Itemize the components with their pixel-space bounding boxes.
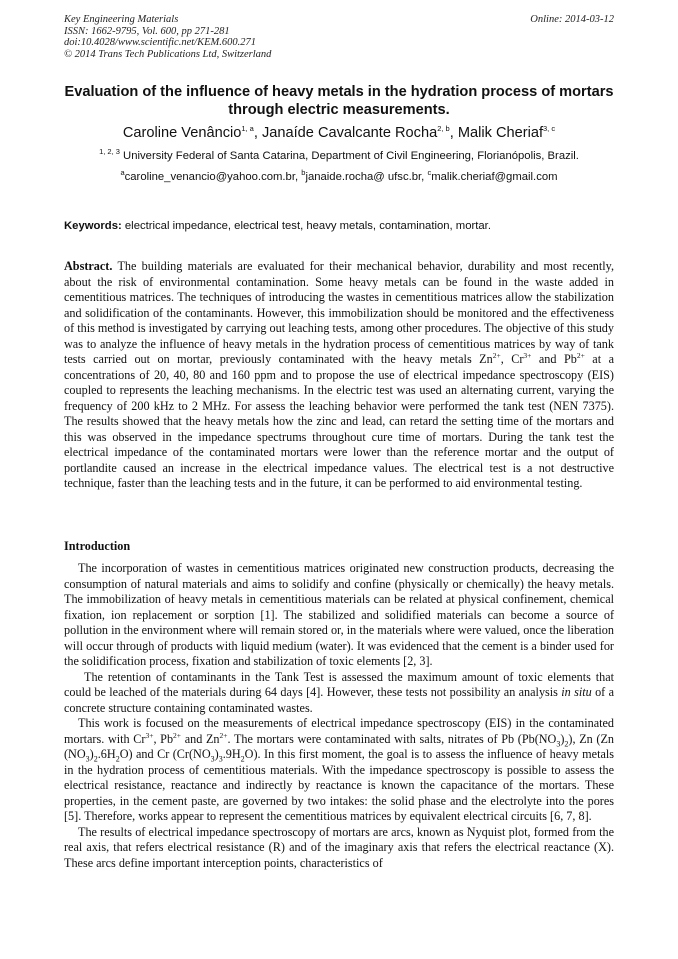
ion-charge: 2+ [576,350,585,360]
paper-title: Evaluation of the influence of heavy metals in the hydration process of mortars through electric measurements. [64,84,614,118]
email-sup: b [301,168,306,178]
paragraph: The incorporation of wastes in cementitious matrices originated new construction products, decreasing the consumption of natural materials and aims to solidify and confine (physically or chemically) the heavy metals. The immobilization of heavy metals in cementitious materials can be related at physical confinement, chemical fixation, ion replacement or sorption [1]. The stabilized and solidified materials can become a source of pollution in the environment where will remain stored or, in the materials where were valued, once the liberation will occur through of products with liquid medium (water). It was evidenced that the cement is a binder used for the solidification process, fixation and stabilization of toxic elements [2, 3]. [64,561,614,668]
paragraph-text: of a concrete structure containing contaminated wastes. [64,685,615,715]
paragraph-text: This work is focused on the measurements of electrical impedance spectroscopy (EIS) in the contaminated mortars. with Cr [64,716,614,746]
affiliation [0,149,678,163]
author-separator: , [253,125,262,141]
keywords-text: electrical impedance, electrical test, heavy metals, contamination, mortar. [121,220,491,232]
paragraph-text: , Pb [153,731,174,746]
paragraph-text: ) [89,747,94,761]
formula-subscript: 3 [218,754,223,764]
abstract-text: at a concentrations of 20, 40, 80 and 160 ppm and to propose the use of electrical impedance spectroscopy (EIS) coupled to represents the leaching mechanisms. In the electric test was used an alternating current, varying the frequency of 200 kHz to 2 MHz. For assess the leaching behavior were performed the tank test (NEN 7375). The results showed that the heavy metals how the zinc and lead, can retard the setting time of the mortars and this was observed in the impedance spectrums throughout cure time of mortars. During the tank test the electrical impedance of the contaminated mortars were lower than the reference mortar and the output of portlandite caused an increase in the electrical impedance values. The electrical test is a not destructive technique, faster than the leaching tests and in the future, it can be performed to aid environmental testing. [64,352,614,490]
ion-charge: 3+ [145,730,154,740]
abstract-text: , Cr [500,352,524,366]
formula-subscript: 3 [85,754,90,764]
affiliation-text: University Federal of Santa Catarina, Department of Civil Engineering, Florianópolis, Brazil. [119,150,579,162]
paragraph-text: ) [560,731,565,746]
paragraph [64,670,614,717]
keywords [64,219,616,233]
paragraph: The results of electrical impedance spectroscopy of mortars are arcs, known as Nyquist plot, formed from the real axis, that refers electrical resistance (R) and of the imaginary axis that refers the electrical reactance (X). These arcs define important interception points, characteristics of [64,824,614,870]
author-name: Malik Cheriaf [457,125,543,141]
italic-term: in situ [561,685,592,699]
formula-subscript: 2 [564,738,569,748]
journal-name: Key Engineering Materials [64,14,179,25]
paragraph-text: .9H [222,747,241,761]
formula-subscript: 2 [115,754,120,764]
author-line [0,124,678,142]
ion-charge: 3+ [523,350,532,360]
paragraph [64,716,614,825]
author-affil-sup: 1, a [241,124,254,134]
email-sup: c [427,168,432,178]
author-affil-sup: 2, b [437,124,450,134]
email-address: malik.cheriaf@gmail.com [431,171,558,183]
formula-subscript: 3 [556,738,561,748]
email-address: caroline_venancio@yahoo.com.br, [124,171,302,183]
paragraph-text: .6H [97,747,116,761]
email-line [0,170,678,184]
section-heading-introduction: Introduction [64,539,131,553]
abstract-text: The building materials are evaluated for their mechanical behavior, durability and most recently, about the risk of environmental contamination. Some heavy metals can be found in the waste added in cementitious matrices. The techniques of introducing the wastes in cementitious matrices allow the stabilization and solidification of the contaminants. However, this immobilization should be monitored and the effectiveness of this method is investigated by carrying out leaching tests, among other procedures. The objective of this study was to analyze the influence of heavy metals in the hydration process of cementitious matrices by way of tank tests carried out on mortar, previously contaminated with the heavy metals Zn [64,259,614,366]
keywords-label: Keywords: [64,220,122,232]
paragraph-text: O) and Cr (Cr(NO [119,747,211,761]
paragraph-text: ) [214,747,219,761]
ion-charge: 2+ [492,350,501,360]
issn-line: ISSN: 1662-9795, Vol. 600, pp 271-281 [64,25,230,37]
abstract-label: Abstract. [64,259,113,273]
ion-charge: 2+ [173,730,182,740]
author-name: Janaíde Cavalcante Rocha [261,125,438,141]
publication-info [64,14,271,60]
author-affil-sup: 3, c [543,124,556,134]
paragraph-text: The retention of contaminants in the Tank Test is assessed the maximum amount of toxic elements that could be leached of the materials during 64 days [4]. However, these tests not possibility an analysis [64,669,614,699]
ion-charge: 2+ [219,730,228,740]
introduction-body [64,561,614,871]
email-sup: a [120,168,125,178]
affiliation-sup: 1, 2, 3 [99,147,120,157]
formula-subscript: 2 [93,754,98,764]
email-address: janaide.rocha@ ufsc.br, [305,171,428,183]
copyright-line: © 2014 Trans Tech Publications Ltd, Switzerland [64,48,272,60]
author-name: Caroline Venâncio [122,125,242,141]
paragraph-text: . The mortars were contaminated with salts, nitrates of Pb (Pb(NO [227,731,557,746]
author-separator: , [449,125,458,141]
formula-subscript: 2 [240,754,245,764]
abstract [64,259,614,492]
paragraph-text: ), Zn (Zn (NO [64,731,614,761]
paragraph-text: O). In this first moment, the goal is to assess the influence of heavy metals in the hydration process of cementitious materials. With the impedance spectroscopy is possible to assess the electrical resistance, reactance and indirectly by reactance is known the capacitance of the mortars. These properties, in the cement paste, are governed by two intakes: the solid phase and the electrolyte into the pores [5]. Therefore, works appear to represent the cementitious matrices by equivalent electrical circuits [6, 7, 8]. [64,747,614,823]
doi-line: doi:10.4028/www.scientific.net/KEM.600.271 [64,37,256,49]
paragraph-text: and Zn [181,731,220,746]
abstract-text: and Pb [531,352,577,366]
formula-subscript: 3 [210,754,215,764]
online-date: Online: 2014-03-12 [530,14,614,25]
